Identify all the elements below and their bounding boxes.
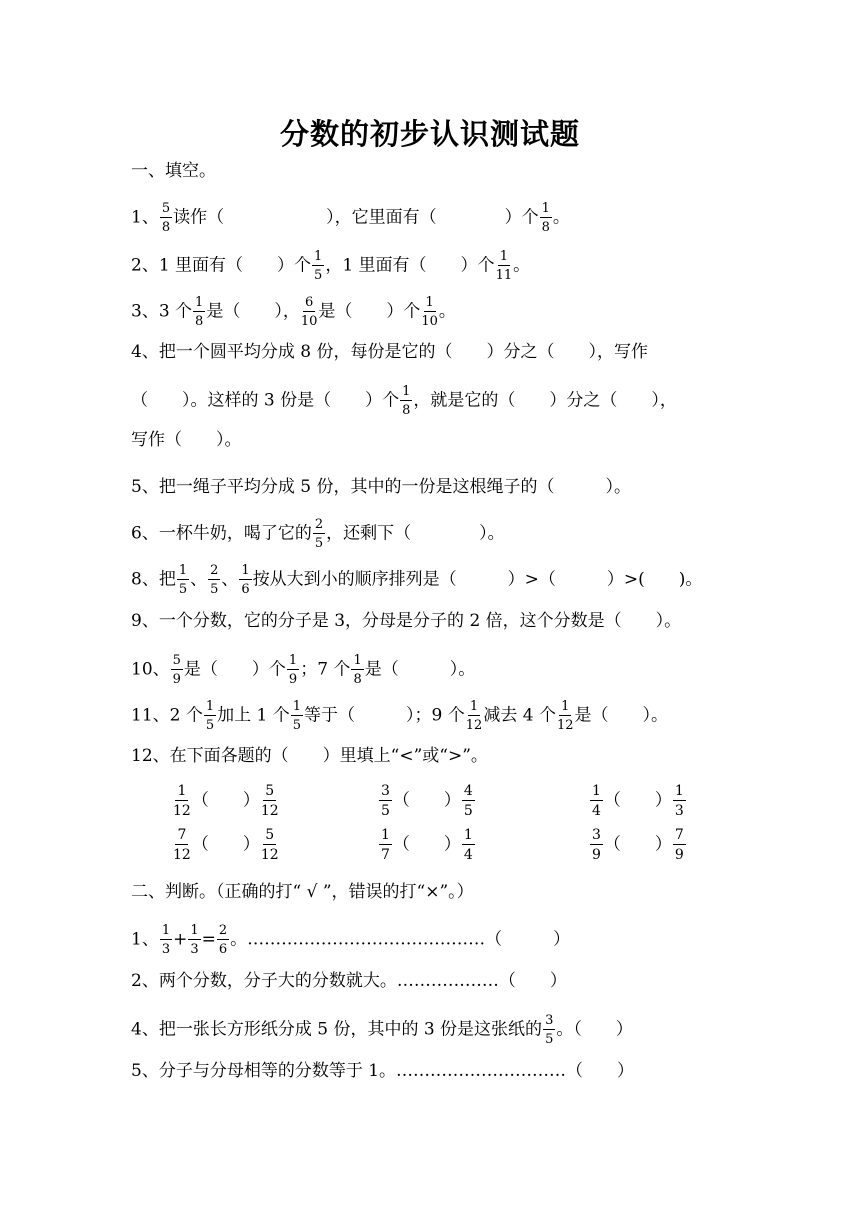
question-3: 3、3 个 $\frac{1}{8}$ 是（ ）， $\frac{6}{10}$ 是（ ）个 $\frac{1}{10}$ 。 [131,295,456,329]
fraction: $\frac{4}{5}$ [463,783,473,819]
fraction: $\frac{2}{5}$ [210,563,219,597]
fraction: $\frac{1}{12}$ [465,699,483,733]
section-judgement-heading: 二、判断。（正确的打“ √ ”，错误的打“×”。） [131,882,474,902]
question-10: 10、 $\frac{5}{9}$ 是（ ）个 $\frac{1}{9}$ ；7 个 $\frac{1}{8}$ 是（ ）。 [131,653,476,687]
comparison-item [589,784,687,818]
fraction: $\frac{1}{7}$ [381,827,390,863]
question-6: 6、一杯牛奶，喝了它的 $\frac{2}{5}$ ，还剩下（ ）。 [131,517,505,551]
page-title: 分数的初步认识测试题 [279,117,580,151]
fraction: $\frac{1}{3}$ [161,923,171,957]
answer-blank[interactable]: （ ） [392,834,461,855]
fraction: $\frac{3}{9}$ [592,827,601,863]
fraction: $\frac{3}{5}$ [381,783,390,819]
answer-blank[interactable]: （ ） [603,790,672,811]
fraction: $\frac{1}{8}$ [402,384,411,418]
fraction: $\frac{1}{3}$ [190,923,199,957]
fraction: $\frac{1}{8}$ [541,201,550,235]
question-4-line-1: 4、把一个圆平均分成 8 份，每份是它的（ ）分之（ ），写作 [131,342,648,362]
fraction: $\frac{1}{8}$ [353,653,362,687]
question-9: 9、一个分数，它的分子是 3，分母是分子的 2 倍，这个分数是（ ）。 [131,611,682,631]
fraction: $\frac{1}{11}$ [495,249,513,283]
judgement-1: 1、 $\frac{1}{3}$ + $\frac{1}{3}$ = $\frac{2}{6}$ 。……………………………………（ ） [131,923,571,957]
comparison-item [589,828,687,862]
question-12: 12、在下面各题的（ ）里填上“<”或“>”。 [131,746,488,766]
comparison-item [378,784,476,818]
question-4-line-2: （ ）。这样的 3 份是（ ）个 $\frac{1}{8}$ ，就是它的（ ）分之（ ）， [131,384,677,418]
answer-blank[interactable]: （ ） [392,790,461,811]
question-5: 5、把一绳子平均分成 5 份，其中的一份是这根绳子的（ ）。 [131,477,631,497]
judgement-5: 5、分子与分母相等的分数等于 1。…………………………（ ） [131,1061,635,1081]
fraction: $\frac{1}{5}$ [205,699,215,733]
fraction: $\frac{6}{10}$ [300,295,318,329]
fraction: $\frac{3}{5}$ [545,1013,554,1047]
judgement-4: 4、把一张长方形纸分成 5 份，其中的 3 份是这张纸的 $\frac{3}{5}$ 。（ ） [131,1013,633,1047]
fraction: $\frac{1}{12}$ [556,699,574,733]
fraction: $\frac{5}{9}$ [172,653,181,687]
judgement-2: 2、两个分数，分子大的分数就大。………………（ ） [131,971,567,991]
fraction: $\frac{1}{3}$ [674,783,684,819]
fraction: $\frac{1}{4}$ [592,783,601,819]
fraction: $\frac{1}{6}$ [241,563,250,597]
fraction: $\frac{1}{5}$ [292,699,302,733]
fraction: $\frac{5}{12}$ [260,783,279,819]
fraction: $\frac{2}{5}$ [314,517,324,551]
fraction: $\frac{7}{12}$ [173,827,191,863]
question-8: 8、把 $\frac{1}{5}$ 、 $\frac{2}{5}$ 、 $\frac{1}{6}$ 按从大到小的顺序排列是（ ）>（ ）>( )。 [131,563,703,597]
fraction: $\frac{1}{10}$ [421,295,438,329]
comparison-item [172,828,280,862]
question-1: 1、 $\frac{5}{8}$ 读作（ ），它里面有（ ）个 $\frac{1}{8}$ 。 [131,201,570,235]
comparison-item [378,828,476,862]
answer-blank[interactable]: （ ） [191,834,260,855]
fraction: $\frac{5}{12}$ [260,827,279,863]
fraction: $\frac{2}{6}$ [218,923,228,957]
question-2: 2、1 里面有（ ）个 $\frac{1}{5}$ ，1 里面有（ ）个 $\frac{1}{11}$ 。 [131,249,531,283]
fraction: $\frac{1}{9}$ [288,653,298,687]
fraction: $\frac{7}{9}$ [674,827,684,863]
question-11: 11、2 个 $\frac{1}{5}$ 加上 1 个 $\frac{1}{5}$ 等于（ ）；9 个 $\frac{1}{12}$ 减去 4 个 $\frac{1}{12}$ 是（ ）。 [131,699,668,733]
answer-blank[interactable]: （ ） [191,790,260,811]
fraction: $\frac{1}{8}$ [195,295,204,329]
answer-blank[interactable]: （ ） [603,834,672,855]
fraction: $\frac{1}{5}$ [178,563,188,597]
fraction: $\frac{1}{4}$ [463,827,473,863]
section-fill-blank-heading: 一、填空。 [131,161,216,181]
question-4-line-3: 写作（ ）。 [131,430,242,450]
fraction: $\frac{5}{8}$ [161,201,171,235]
fraction: $\frac{1}{5}$ [314,249,323,283]
comparison-item [172,784,280,818]
fraction: $\frac{1}{12}$ [173,783,191,819]
